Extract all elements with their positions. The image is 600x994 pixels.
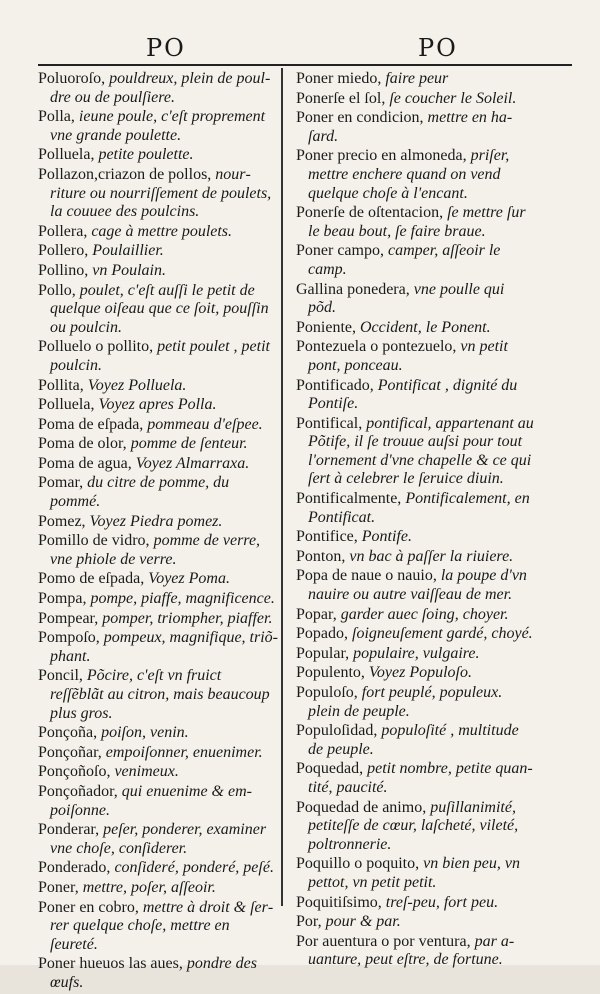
- entry-translation: Poulaillier.: [88, 242, 164, 260]
- entry-headword: Ponçoña,: [38, 724, 98, 742]
- entry-translation: Occident, le Ponent.: [356, 318, 491, 336]
- entry-headword: Poner precio en almoneda,: [296, 147, 467, 165]
- dictionary-entry: [38, 146, 278, 165]
- entry-headword: Poquitiſsimo,: [296, 893, 382, 911]
- entry-translation: petit poulet , petit poulcin.: [50, 338, 270, 374]
- dictionary-entry: [296, 90, 534, 109]
- dictionary-entry: [296, 760, 534, 797]
- entry-translation: vne poulle qui põd.: [308, 280, 505, 317]
- entry-translation: Pontife.: [357, 528, 412, 546]
- entry-headword: Ponçoñoſo,: [38, 763, 111, 781]
- dictionary-entry: [38, 262, 278, 281]
- entry-headword: Ponton,: [296, 547, 346, 565]
- entry-translation: populaire, vulgaire.: [349, 644, 480, 662]
- dictionary-entry: [38, 435, 278, 454]
- dictionary-entry: [38, 570, 278, 589]
- entry-translation: puſillanimité, petiteſſe de cœur, laſcheté, vileté, poltronnerie.: [308, 798, 519, 853]
- entry-headword: Populoſidad,: [296, 722, 378, 740]
- dictionary-entry: [296, 338, 534, 375]
- entry-translation: cage à mettre poulets.: [87, 222, 233, 240]
- entry-translation: priſer, mettre enchere quand on vend quelque choſe à l'encant.: [308, 147, 510, 202]
- dictionary-entry: [296, 281, 534, 318]
- dictionary-entry: [38, 955, 278, 992]
- entry-translation: pondre des œufs.: [50, 955, 257, 991]
- entry-translation: vn bac à paſſer la riuiere.: [345, 547, 514, 565]
- dictionary-entry: [296, 319, 534, 338]
- entry-translation: pomme de verre, vne phiole de verre.: [50, 532, 261, 568]
- entry-headword: Ponerſe el ſol,: [296, 89, 386, 107]
- dictionary-entry: [296, 913, 534, 932]
- entry-headword: Populento,: [296, 664, 365, 682]
- entry-translation: mettre à droit & ſerrer quelque choſe, mettre en ſeureté.: [50, 898, 274, 953]
- entry-translation: empoiſonner, enuenimer.: [101, 743, 263, 761]
- entry-translation: treſ-peu, fort peu.: [381, 893, 499, 911]
- dictionary-entry: [38, 724, 278, 743]
- dictionary-entry: [38, 763, 278, 782]
- entry-translation: ſoigneuſement gardé, choyé.: [348, 625, 533, 643]
- dictionary-entry: [38, 532, 278, 569]
- entry-headword: Populoſo,: [296, 684, 358, 701]
- dictionary-entry: [38, 108, 278, 145]
- right-column: [296, 70, 534, 971]
- entry-headword: Pontificalmente,: [296, 490, 402, 508]
- dictionary-entry: [296, 684, 534, 721]
- entry-headword: Poncil,: [38, 667, 83, 685]
- entry-headword: Pollera,: [38, 222, 88, 240]
- entry-headword: Gallina ponedera,: [296, 280, 410, 298]
- dictionary-entry: [38, 667, 278, 723]
- entry-headword: Poquillo o poquito,: [296, 855, 420, 873]
- dictionary-entry: [38, 610, 278, 629]
- entry-headword: Poner miedo,: [296, 70, 382, 87]
- entry-headword: Poquedad de animo,: [296, 798, 427, 816]
- dictionary-entry: [296, 242, 534, 279]
- dictionary-entry: [38, 396, 278, 415]
- entry-headword: Pomar,: [38, 474, 84, 492]
- entry-headword: Polla,: [38, 108, 75, 126]
- entry-translation: petit nombre, petite quantité, paucité.: [308, 760, 533, 796]
- entry-headword: Ponçoñar,: [38, 743, 102, 761]
- entry-translation: conſideré, ponderé, peſé.: [110, 859, 274, 877]
- dictionary-entry: [296, 70, 534, 89]
- dictionary-entry: [38, 474, 278, 511]
- entry-headword: Por auentura o por ventura,: [296, 932, 471, 950]
- entry-headword: Pollo,: [38, 281, 76, 299]
- entry-headword: Ponderar,: [38, 821, 100, 839]
- entry-translation: ſe coucher le Soleil.: [385, 89, 517, 107]
- dictionary-entry: [296, 722, 534, 759]
- entry-headword: Pollita,: [38, 376, 84, 394]
- dictionary-entry: [38, 377, 278, 396]
- entry-headword: Poma de eſpada,: [38, 415, 144, 433]
- entry-headword: Poner en condicion,: [296, 109, 424, 127]
- entry-headword: Popular,: [296, 644, 350, 662]
- entry-headword: Por,: [296, 913, 322, 931]
- entry-headword: Pompoſo,: [38, 629, 100, 647]
- entry-headword: Pompa,: [38, 590, 87, 608]
- dictionary-entry: [296, 933, 534, 970]
- dictionary-entry: [296, 894, 534, 913]
- header-left: PO: [146, 34, 186, 62]
- entry-translation: poulet, c'eſt auſſi le petit de quelque oiſeau que ce ſoit, pouſſin ou poulcin.: [50, 281, 269, 336]
- dictionary-entry: [296, 606, 534, 625]
- dictionary-entry: [296, 109, 534, 146]
- dictionary-entry: [38, 879, 278, 898]
- entry-headword: Pollino,: [38, 261, 89, 279]
- entry-translation: pontifical, appartenant au Põtife, il ſe trouue auſsi pour tout l'ornement d'vne chapelle & ce qui ſert à celebrer le ſeruice diuin.: [308, 414, 534, 488]
- entry-translation: pommeau d'eſpee.: [143, 415, 263, 433]
- dictionary-entry: [296, 490, 534, 527]
- entry-translation: fort peuplé, populeux. plein de peuple.: [308, 684, 503, 720]
- dictionary-entry: [38, 455, 278, 474]
- entry-translation: Voyez apres Polla.: [94, 396, 217, 414]
- entry-translation: mettre en haſard.: [308, 109, 513, 145]
- entry-translation: pouldreux, plein de pouldre ou de poulſiere.: [50, 70, 271, 106]
- entry-translation: garder auec ſoing, choyer.: [336, 605, 509, 623]
- entry-headword: Popa de naue o nauio,: [296, 567, 437, 585]
- dictionary-entry: [296, 664, 534, 683]
- entry-headword: Poner hueuos las aues,: [38, 955, 183, 973]
- entry-translation: mettre, poſer, aſſeoir.: [78, 878, 216, 896]
- dictionary-entry: [38, 416, 278, 435]
- dictionary-entry: [296, 799, 534, 855]
- dictionary-entry: [38, 223, 278, 242]
- dictionary-entry: [296, 377, 534, 414]
- entry-headword: Pontifical,: [296, 414, 363, 432]
- entry-headword: Poluoroſo,: [38, 70, 106, 87]
- entry-headword: Polluela,: [38, 396, 95, 414]
- entry-headword: Pollero,: [38, 242, 89, 260]
- dictionary-entry: [38, 70, 278, 107]
- entry-headword: Pomez,: [38, 512, 86, 530]
- dictionary-entry: [38, 899, 278, 955]
- dictionary-entry: [38, 859, 278, 878]
- entry-translation: pompe, piaffe, magnificence.: [86, 590, 275, 608]
- entry-translation: Voyez Almarraxa.: [131, 454, 250, 472]
- entry-headword: Popado,: [296, 625, 348, 643]
- dictionary-entry: [296, 528, 534, 547]
- entry-translation: faire peur: [381, 70, 449, 87]
- dictionary-entry: [38, 338, 278, 375]
- dictionary-entry: [296, 567, 534, 604]
- entry-translation: du citre de pomme, du pommé.: [50, 474, 230, 511]
- dictionary-entry: [296, 855, 534, 892]
- entry-headword: Pollazon,criazon de pollos,: [38, 165, 212, 183]
- dictionary-entry: [296, 645, 534, 664]
- dictionary-entry: [38, 513, 278, 532]
- dictionary-entry: [38, 744, 278, 763]
- entry-translation: pomper, triompher, piaffer.: [98, 609, 273, 627]
- entry-headword: Poner campo,: [296, 242, 384, 260]
- entry-translation: venimeux.: [110, 763, 179, 781]
- entry-translation: Põcire, c'eſt vn fruict reſſẽblãt au citron, mais beaucoup plus gros.: [50, 667, 270, 722]
- entry-headword: Ponçoñador,: [38, 782, 118, 800]
- dictionary-entry: [38, 629, 278, 666]
- entry-translation: ieune poule, c'eſt proprement vne grande poulette.: [50, 108, 266, 144]
- entry-translation: populoſité , multitude de peuple.: [308, 722, 519, 758]
- left-column: [38, 70, 278, 994]
- dictionary-entry: [38, 783, 278, 820]
- header-rule: [38, 64, 572, 66]
- entry-headword: Poner,: [38, 878, 79, 896]
- entry-translation: petite poulette.: [94, 146, 194, 164]
- entry-translation: Voyez Populoſo.: [364, 664, 472, 682]
- entry-headword: Ponerſe de oſtentacion,: [296, 204, 444, 222]
- entry-translation: la poupe d'vn nauire ou autre vaiſſeau de mer.: [308, 567, 527, 604]
- entry-translation: vn petit pont, ponceau.: [308, 338, 508, 374]
- dictionary-entry: [38, 821, 278, 858]
- entry-translation: Voyez Polluela.: [83, 376, 187, 394]
- entry-translation: vn Poulain.: [88, 261, 166, 279]
- entry-translation: ſe mettre ſur le beau bout, ſe faire braue.: [308, 204, 526, 240]
- entry-translation: nourriture ou nourriſſement de poulets, la couuee des poulcins.: [50, 165, 272, 221]
- entry-headword: Pompear,: [38, 609, 99, 627]
- entry-headword: Pontifice,: [296, 528, 358, 546]
- entry-translation: par auanture, peut eſtre, de fortune.: [308, 932, 515, 969]
- dictionary-entry: [296, 548, 534, 567]
- entry-headword: Polluelo o pollito,: [38, 338, 154, 356]
- running-header: [38, 30, 572, 64]
- entry-headword: Pontificado,: [296, 376, 374, 394]
- entry-translation: Pontificat , dignité du Pontiſe.: [308, 376, 518, 413]
- dictionary-entry: [296, 415, 534, 489]
- header-right: PO: [418, 34, 458, 62]
- entry-headword: Poniente,: [296, 318, 356, 336]
- entry-translation: pomme de ſenteur.: [126, 435, 248, 453]
- entry-headword: Ponderado,: [38, 859, 111, 877]
- entry-translation: vn bien peu, vn pettot, vn petit petit.: [308, 855, 520, 891]
- entry-translation: pompeux, magnifique, triõphant.: [50, 629, 278, 665]
- dictionary-entry: [296, 204, 534, 241]
- dictionary-entry: [38, 590, 278, 609]
- entry-translation: peſer, ponderer, examiner vne choſe, conſiderer.: [50, 821, 267, 857]
- entry-headword: Poner en cobro,: [38, 898, 139, 916]
- dictionary-entry: [38, 242, 278, 261]
- entry-translation: Voyez Poma.: [144, 570, 230, 588]
- entry-translation: qui enuenime & empoiſonne.: [50, 782, 252, 819]
- entry-headword: Poma de olor,: [38, 435, 127, 453]
- dictionary-entry: [296, 147, 534, 203]
- entry-translation: camper, aſſeoir le camp.: [308, 242, 501, 278]
- dictionary-entry: [38, 166, 278, 222]
- entry-headword: Popar,: [296, 605, 337, 623]
- entry-headword: Poma de agua,: [38, 454, 132, 472]
- entry-headword: Pomo de eſpada,: [38, 570, 145, 588]
- entry-translation: Voyez Piedra pomez.: [85, 512, 223, 530]
- entry-translation: poiſon, venin.: [97, 724, 189, 742]
- entry-headword: Poquedad,: [296, 760, 364, 778]
- dictionary-entry: [38, 282, 278, 338]
- entry-headword: Pomillo de vidro,: [38, 532, 150, 550]
- column-divider: [281, 68, 283, 906]
- entry-headword: Polluela,: [38, 146, 95, 164]
- dictionary-entry: [296, 625, 534, 644]
- entry-translation: Pontificalement, en Pontificat.: [308, 490, 530, 526]
- entry-translation: pour & par.: [321, 913, 401, 931]
- entry-headword: Pontezuela o pontezuelo,: [296, 338, 457, 356]
